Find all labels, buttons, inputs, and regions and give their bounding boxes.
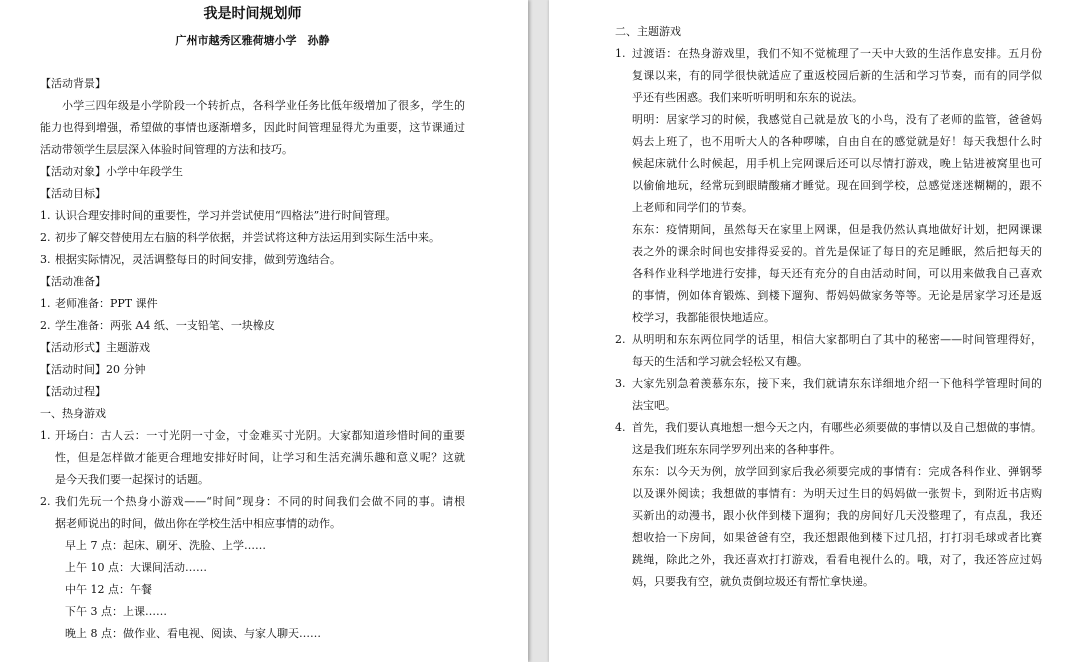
dialog-line: 妈，只要我有空，就负责倒垃圾还有帮忙拿快递。: [632, 575, 874, 588]
section-heading-text: 【活动时间】20 分钟: [40, 363, 146, 376]
list-item: [615, 373, 1042, 417]
document-page-left: [0, 0, 528, 662]
list-item-line: 根据实际情况，灵活调整每日的时间安排，做到劳逸结合。: [55, 253, 341, 266]
list-item: [40, 249, 465, 271]
list-item-body: [632, 43, 1042, 109]
section-heading: [40, 183, 465, 205]
dialog-paragraph: [615, 109, 1042, 219]
document-author: 广州市越秀区雅荷塘小学 孙静: [175, 34, 330, 47]
list-item: [615, 417, 1042, 461]
list-item-number: 1.: [40, 209, 51, 222]
document-title: 我是时间规划师: [203, 6, 302, 22]
list-item-line: 认识合理安排时间的重要性，学习并尝试使用“四格法”进行时间管理。: [55, 209, 397, 222]
schedule-line: 早上 7 点：起床、刷牙、洗脸、上学……: [65, 539, 266, 552]
list-item-line: 法宝吧。: [632, 399, 676, 412]
dialog-line: 校学习，我都能很快地适应。: [632, 311, 775, 324]
dialog-line: 的事情，例如体育锻炼、到楼下遛狗、帮妈妈做家务等等。无论是居家学习还是返: [632, 289, 1042, 302]
section-heading-text: 【活动准备】: [40, 275, 106, 288]
list-item-line: 从明明和东东两位同学的话里，相信大家都明白了其中的秘密——时间管理得好，: [632, 333, 1042, 346]
schedule-line: 中午 12 点：午餐: [65, 583, 152, 596]
list-item-body: [55, 205, 465, 227]
section-heading: [40, 403, 465, 425]
paragraph-line: 小学三四年级是小学阶段一个转折点，各科学业任务比低年级增加了很多，学生的: [62, 99, 465, 112]
list-item-number: 3.: [40, 253, 51, 266]
list-item: [40, 491, 465, 535]
schedule-line: 上午 10 点：大课间活动……: [65, 561, 207, 574]
list-item-body: [55, 293, 465, 315]
list-item-line: 过渡语：在热身游戏里，我们不知不觉梳理了一天中大致的生活作息安排。五月份: [632, 47, 1042, 60]
list-item-number: 4.: [615, 421, 626, 434]
list-item-body: [632, 417, 1042, 461]
dialog-paragraph: [615, 461, 1042, 593]
paragraph-line: 能力也得到增强，希望做的事情也逐渐增多，因此时间管理显得尤为重要，这节课通过: [40, 121, 465, 134]
list-item-line: 大家先别急着羡慕东东，接下来，我们就请东东详细地介绍一下他科学管理时间的: [632, 377, 1042, 390]
list-item-number: 2.: [40, 231, 51, 244]
list-item-body: [632, 373, 1042, 417]
list-item: [40, 227, 465, 249]
section-heading: [615, 21, 1042, 43]
dialog-line: 跳绳，除此之外，我还喜欢打打游戏，看看电视什么的。哦，对了，我还答应过妈: [632, 553, 1042, 566]
list-item-line: 复课以来，有的同学很快就适应了重返校园后新的生活和学习节奏，而有的同学似: [632, 69, 1042, 82]
list-item-line: 我们先玩一个热身小游戏——“时间”现身：不同的时间我们会做不同的事。请根: [55, 495, 465, 508]
list-item: [40, 425, 465, 491]
section-heading: [40, 381, 465, 403]
document-page-right: [549, 0, 1080, 662]
dialog-line: 东东：以今天为例，放学回到家后我必须要完成的事情有：完成各科作业、弹钢琴: [632, 465, 1042, 478]
section-heading-text: 二、主题游戏: [615, 25, 681, 38]
list-item-body: [55, 249, 465, 271]
section-heading: [40, 359, 465, 381]
dialog-line: 买新出的动漫书，跟小伙伴到楼下遛狗；我的房间好几天没整理了，有点乱，我还: [632, 509, 1042, 522]
list-item-line: 乎还有些困惑。我们来听听明明和东东的说法。: [632, 91, 863, 104]
schedule-list: [40, 535, 465, 645]
dialog-line: 明明：居家学习的时候，我感觉自己就是放飞的小鸟，没有了老师的监管，爸爸妈: [632, 113, 1042, 126]
list-item-number: 1.: [615, 47, 626, 60]
list-item: [40, 315, 465, 337]
dialog-line: 以偷偷地玩，经常玩到眼睛酸痛才睡觉。现在回到学校，总感觉迷迷糊糊的，跟不: [632, 179, 1042, 192]
dialog-line: 候起床就什么时候起，用手机上完网课后还可以尽情打游戏，晚上钻进被窝里也可: [632, 157, 1042, 170]
list-item-line: 初步了解交替使用左右脑的科学依据，并尝试将这种方法运用到实际生活中来。: [55, 231, 440, 244]
section-heading-text: 【活动形式】主题游戏: [40, 341, 150, 354]
dialog-line: 表之外的课余时间也安排得妥妥的。首先是保证了每日的充足睡眠，然后把每天的: [632, 245, 1042, 258]
dialog-line: 东东：疫情期间，虽然每天在家里上网课，但是我仍然认真地做好计划，把网课课: [632, 223, 1042, 236]
list-item: [615, 329, 1042, 373]
list-item: [40, 293, 465, 315]
section-heading: [40, 337, 465, 359]
list-item-body: [55, 491, 465, 535]
section-heading-text: 一、热身游戏: [40, 407, 106, 420]
list-item-line: 老师准备：PPT 课件: [55, 297, 158, 310]
section-heading-text: 【活动过程】: [40, 385, 106, 398]
list-item-number: 1.: [40, 429, 51, 442]
list-item-body: [632, 329, 1042, 373]
dialog-line: 妈去上班了，也不用听大人的各种啰嗦，自由自在的感觉就是好！每天我想什么时: [632, 135, 1042, 148]
list-item-number: 1.: [40, 297, 51, 310]
section-heading-text: 【活动背景】: [40, 77, 106, 90]
section-heading-text: 【活动对象】小学中年段学生: [40, 165, 183, 178]
list-item-line: 每天的生活和学习就会轻松又有趣。: [632, 355, 808, 368]
list-item-number: 3.: [615, 377, 626, 390]
schedule-line: 下午 3 点：上课……: [65, 605, 167, 618]
dialog-line: 各科作业科学地进行安排，每天还有充分的自由活动时间，可以用来做我自己喜欢: [632, 267, 1042, 280]
dialog-paragraph: [615, 219, 1042, 329]
list-item-line: 首先，我们要认真地想一想今天之内，有哪些必须要做的事情以及自己想做的事情。: [632, 421, 1042, 434]
dialog-line: 上老师和同学们的节奏。: [632, 201, 753, 214]
schedule-line: 晚上 8 点：做作业、看电视、阅读、与家人聊天……: [65, 627, 321, 640]
list-item-number: 2.: [615, 333, 626, 346]
dialog-line: 想收拾一下房间，如果爸爸有空，我还想跟他到楼下过几招，打打羽毛球或者比赛: [632, 531, 1042, 544]
list-item-line: 学生准备：两张 A4 纸、一支铅笔、一块橡皮: [55, 319, 275, 332]
page-body: [615, 21, 1042, 593]
list-item-line: 这是我们班东东同学罗列出来的各种事件。: [632, 443, 841, 456]
list-item: [615, 43, 1042, 109]
list-item-line: 是今天我们要一起探讨的话题。: [55, 473, 209, 486]
list-item-body: [55, 315, 465, 337]
list-item-number: 2.: [40, 495, 51, 508]
list-item-line: 性，但是怎样做才能更合理地安排好时间，让学习和生活充满乐趣和意义呢？这就: [55, 451, 465, 464]
page-body: [40, 73, 465, 645]
list-item-body: [55, 425, 465, 491]
section-heading: [40, 73, 465, 95]
list-item-line: 据老师说出的时间，做出你在学校生活中相应事情的动作。: [55, 517, 341, 530]
list-item-line: 开场白：古人云：一寸光阴一寸金，寸金难买寸光阴。大家都知道珍惜时间的重要: [55, 429, 465, 442]
section-heading: [40, 161, 465, 183]
list-item-body: [55, 227, 465, 249]
list-item-number: 2.: [40, 319, 51, 332]
section-heading-text: 【活动目标】: [40, 187, 106, 200]
dialog-line: 以及课外阅读；我想做的事情有：为明天过生日的妈妈做一张贺卡，到附近书店购: [632, 487, 1042, 500]
section-heading: [40, 271, 465, 293]
paragraph: [40, 95, 465, 161]
paragraph-line: 活动带领学生层层深入体验时间管理的方法和技巧。: [40, 143, 293, 156]
list-item: [40, 205, 465, 227]
